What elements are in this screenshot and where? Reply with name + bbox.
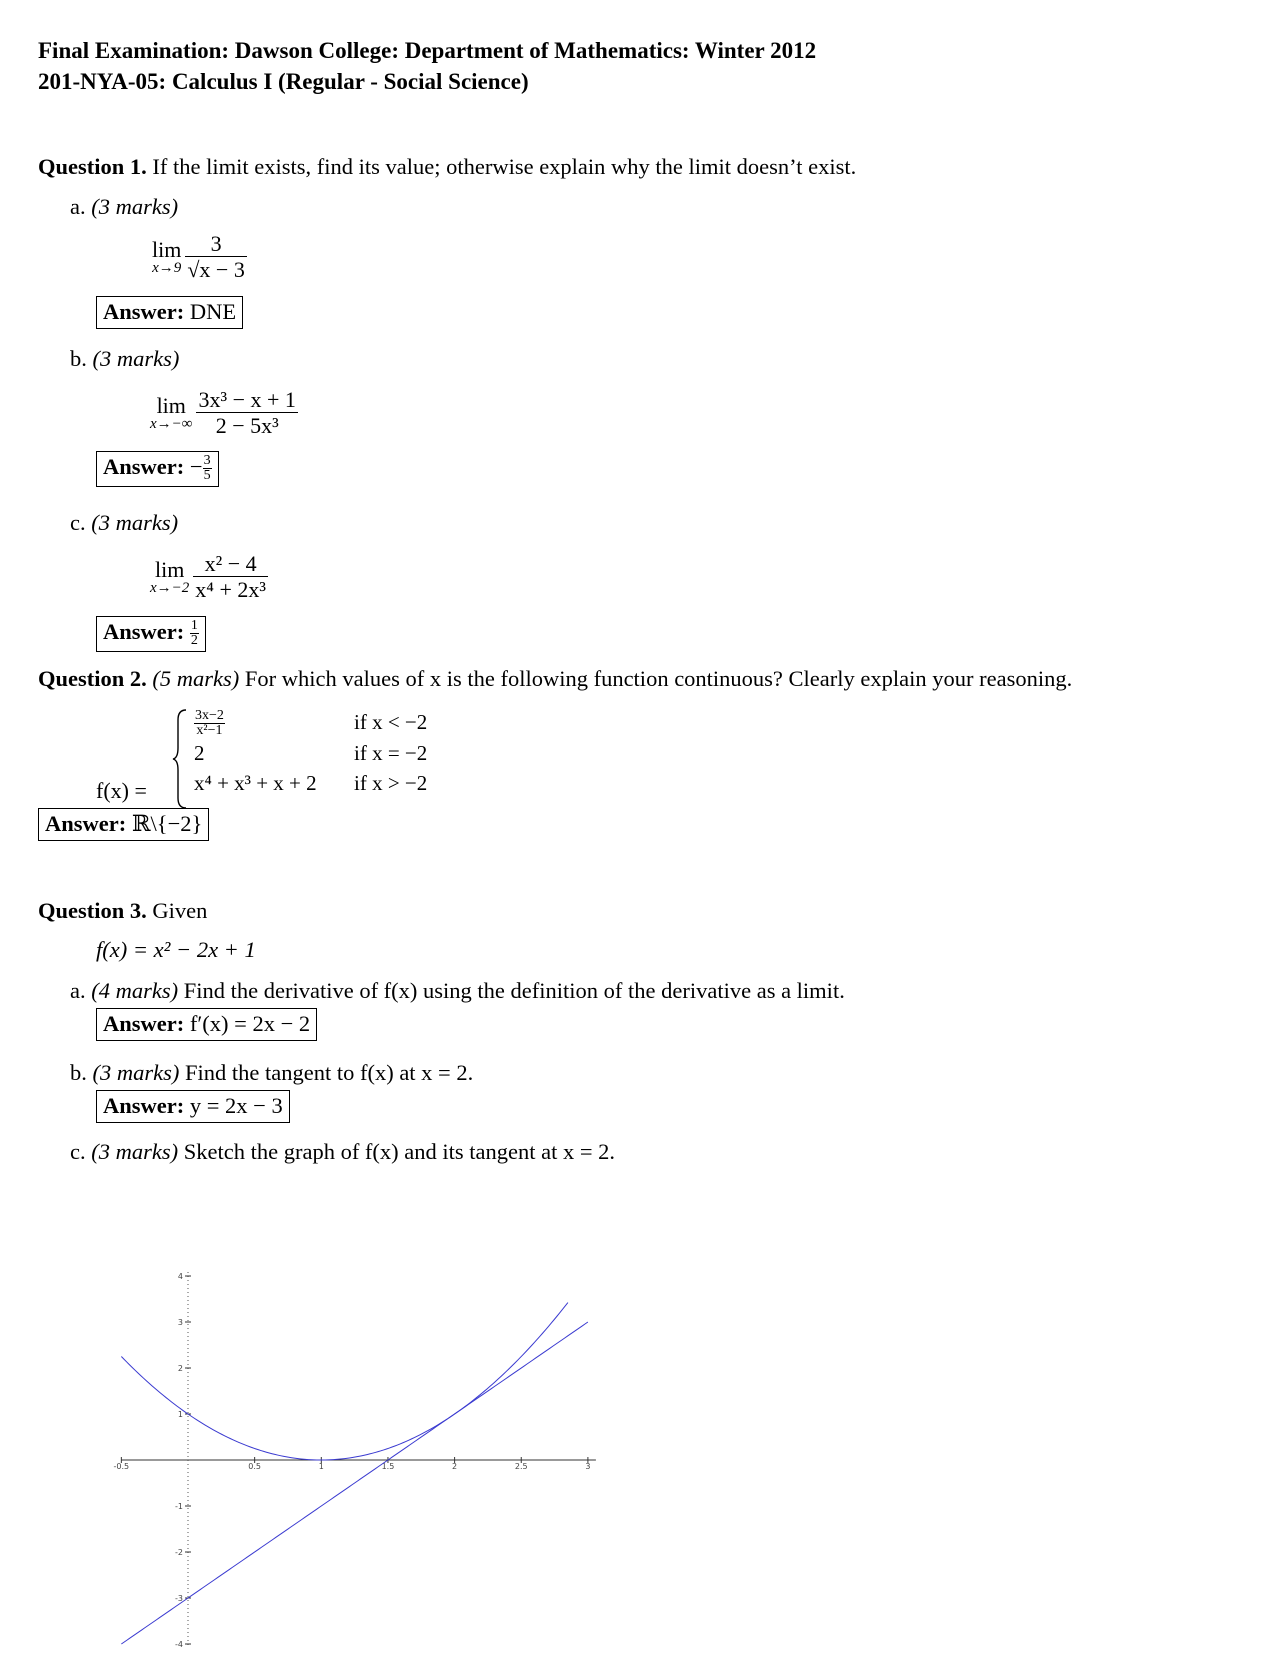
q2-case2-val: 2 <box>194 740 205 765</box>
q1b-item: b. <box>70 346 87 371</box>
question-1-prompt: If the limit exists, find its value; otherwise explain why the limit doesn’t exist. <box>152 154 857 179</box>
q3b-answer-box <box>96 1090 290 1123</box>
question-2-label: Question 2. <box>38 666 147 691</box>
q2-fx: f(x) = <box>96 778 147 803</box>
q2-case1-den: x²−1 <box>196 722 223 738</box>
q1c-answer-num: 1 <box>190 618 198 634</box>
q2-case3-val: x⁴ + x³ + x + 2 <box>194 770 317 795</box>
q1a-denominator: √x − 3 <box>187 257 245 283</box>
q1c-answer-box <box>96 616 206 652</box>
exam-title: Final Examination: Dawson College: Department of Mathematics: Winter 2012 <box>38 38 817 63</box>
y-tick-label: 1 <box>177 1410 183 1419</box>
q1a-answer-value: DNE <box>189 299 237 324</box>
y-tick-label: 3 <box>177 1318 183 1327</box>
q3a-heading <box>70 978 845 1004</box>
q3c-heading <box>70 1139 615 1165</box>
x-tick-label: 1.5 <box>381 1462 395 1471</box>
q3b-answer-label: Answer: <box>103 1093 185 1118</box>
q2-answer-label: Answer: <box>45 811 127 836</box>
y-tick-label: 4 <box>177 1272 183 1281</box>
x-tick-label: 0.5 <box>248 1462 262 1471</box>
q1b-numerator: 3x³ − x + 1 <box>198 387 296 412</box>
q1a-limit <box>152 232 247 282</box>
y-tick-label: -1 <box>175 1502 183 1511</box>
q2-case-3 <box>194 768 435 798</box>
q3a-item: a. <box>70 978 86 1003</box>
question-3-label: Question 3. <box>38 898 147 923</box>
q1c-answer-label: Answer: <box>103 619 185 644</box>
q1c-denominator: x⁴ + 2x³ <box>195 577 266 603</box>
q3b-prompt: Find the tangent to f(x) at x = 2. <box>184 1060 474 1085</box>
q2-case-2 <box>194 738 435 768</box>
q1c-item: c. <box>70 510 86 535</box>
q3a-marks: (4 marks) <box>91 978 179 1003</box>
q1b-answer-den: 5 <box>203 468 211 484</box>
q3a-answer-label: Answer: <box>103 1011 185 1036</box>
q3b-marks: (3 marks) <box>92 1060 180 1085</box>
q1c-lim-sub: x→−2 <box>150 579 190 596</box>
q1a-lim: lim <box>152 236 182 262</box>
q1a-item: a. <box>70 194 86 219</box>
q3b-item: b. <box>70 1060 87 1085</box>
question-1-label: Question 1. <box>38 154 147 179</box>
q1b-lim: lim <box>156 392 186 418</box>
q1b-heading <box>70 346 179 372</box>
question-1-header <box>38 154 856 180</box>
x-tick-label: 2 <box>452 1462 458 1471</box>
q1c-lim: lim <box>154 556 185 582</box>
q1b-denominator: 2 − 5x³ <box>215 413 279 439</box>
q3b-heading <box>70 1060 473 1086</box>
q1b-answer-sign: − <box>189 454 203 479</box>
q2-case3-cond: if x > −2 <box>354 770 428 795</box>
q1a-answer-box <box>96 296 243 329</box>
q1b-answer-num: 3 <box>203 453 211 469</box>
q3a-prompt: Find the derivative of f(x) using the definition of the derivative as a limit. <box>183 978 845 1003</box>
y-tick-label: 2 <box>177 1364 183 1373</box>
q2-case1-num: 3x−2 <box>195 707 224 723</box>
q1b-answer-label: Answer: <box>103 454 185 479</box>
question-2-marks: (5 marks) <box>152 666 240 691</box>
q1c-heading <box>70 510 178 536</box>
question-3-given: Given <box>152 898 208 923</box>
q3-graph <box>90 1258 630 1656</box>
x-tick-label: -0.5 <box>113 1462 130 1471</box>
q3-function: f(x) = x² − 2x + 1 <box>96 937 256 962</box>
y-tick-label: -3 <box>175 1594 183 1603</box>
q1a-answer-label: Answer: <box>103 299 185 324</box>
q1a-heading <box>70 194 178 220</box>
q1b-marks: (3 marks) <box>92 346 180 371</box>
q2-case2-cond: if x = −2 <box>354 740 428 765</box>
q1c-limit <box>150 552 268 602</box>
q1c-numerator: x² − 4 <box>193 552 268 577</box>
q1b-answer-box <box>96 451 219 487</box>
q3c-item: c. <box>70 1139 86 1164</box>
y-tick-label: -2 <box>175 1548 183 1557</box>
q1c-marks: (3 marks) <box>91 510 179 535</box>
q3a-answer-box <box>96 1008 317 1041</box>
q1a-marks: (3 marks) <box>91 194 179 219</box>
q1b-limit <box>150 388 298 438</box>
q2-brace <box>172 708 190 810</box>
question-2-prompt: For which values of x is the following function continuous? Clearly explain your reasoning. <box>244 666 1073 691</box>
q2-answer-box <box>38 808 209 841</box>
q3c-prompt: Sketch the graph of f(x) and its tangent at x = 2. <box>183 1139 616 1164</box>
y-tick-label: -4 <box>175 1640 183 1649</box>
q1a-lim-sub: x→9 <box>152 259 182 276</box>
x-tick-label: 1 <box>318 1462 324 1471</box>
q2-cases <box>194 706 435 798</box>
q1b-lim-sub: x→−∞ <box>150 415 193 432</box>
question-2-header <box>38 666 1072 692</box>
q2-case1-cond: if x < −2 <box>354 709 428 734</box>
question-3-header <box>38 898 207 924</box>
q3c-marks: (3 marks) <box>91 1139 179 1164</box>
course-title: 201-NYA-05: Calculus I (Regular - Social Science) <box>38 69 529 94</box>
x-tick-label: 3 <box>585 1462 591 1471</box>
x-tick-label: 2.5 <box>514 1462 528 1471</box>
q1c-answer-den: 2 <box>190 633 198 649</box>
q3a-answer-value: f′(x) = 2x − 2 <box>189 1011 311 1036</box>
tangent-series <box>121 1322 591 1644</box>
q3b-answer-value: y = 2x − 3 <box>189 1093 283 1118</box>
q2-answer-value: ℝ\{−2} <box>131 811 203 836</box>
q1a-numerator: 3 <box>185 232 246 257</box>
q2-case-1 <box>194 706 435 738</box>
